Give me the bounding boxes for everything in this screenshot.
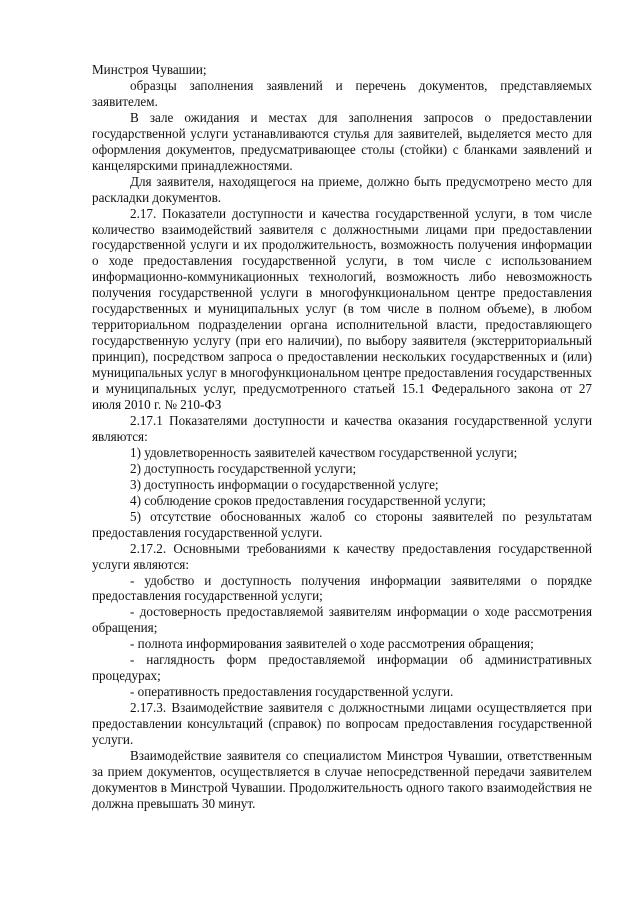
list-item-4: 4) соблюдение сроков предоставления государственной услуги;: [130, 492, 486, 508]
paragraph-section-2-17-1: 2.17.1 Показателями доступности и качества оказания государственной услуги являются:: [92, 412, 592, 444]
paragraph-waiting-hall: В зале ожидания и местах для заполнения запросов о предоставлении государственной услуги устанавливаются стулья для заявителей, выделяется место для оформления документов, предусматривающее столы (стойки) с бланками заявлений и канцелярскими принадлежностями.: [92, 109, 592, 173]
bullet-item-convenience: - удобство и доступность получения информации заявителями о порядке предоставления государственной услуги;: [92, 572, 592, 604]
paragraph-sample-forms: образцы заполнения заявлений и перечень документов, представляемых заявителем.: [92, 77, 592, 109]
paragraph-reception-place: Для заявителя, находящегося на приеме, должно быть предусмотрено место для раскладки документов.: [92, 173, 592, 205]
paragraph-continuation: Минстроя Чувашии;: [92, 62, 207, 77]
bullet-item-clarity: - наглядность форм предоставляемой информации об административных процедурах;: [92, 652, 592, 684]
bullet-item-efficiency: - оперативность предоставления государственной услуги.: [130, 684, 454, 700]
document-body: [92, 62, 592, 812]
list-item-2: 2) доступность государственной услуги;: [130, 460, 357, 476]
bullet-item-reliability: - достоверность предоставляемой заявителям информации о ходе рассмотрения обращения;: [92, 604, 592, 636]
paragraph-interaction-specialist: Взаимодействие заявителя со специалистом Минстроя Чувашии, ответственным за прием документов, осуществляется в случае непосредственной передачи заявителем документов в Минстрой Чувашии. Продолжительность одного такого взаимодействия не должна превышать 30 минут.: [92, 747, 592, 811]
list-item-1: 1) удовлетворенность заявителей качеством государственной услуги;: [130, 444, 518, 460]
bullet-item-completeness: - полнота информирования заявителей о ходе рассмотрения обращения;: [130, 636, 534, 652]
paragraph-section-2-17-3: 2.17.3. Взаимодействие заявителя с должностными лицами осуществляется при предоставлении консультаций (справок) по вопросам предоставления государственной услуги.: [92, 700, 592, 748]
paragraph-section-2-17: 2.17. Показатели доступности и качества государственной услуги, в том числе количество взаимодействий заявителя с должностными лицами при предоставлении государственной услуги и их продолжительность, возможность получения информации о ходе предоставления государственной услуги, в том числе с использованием информационно-коммуникационных технологий, возможность либо невозможность получения государственной услуги в многофункциональном центре предоставления государственных и муниципальных услуг (в том числе в полном объеме), в любом территориальном подразделении органа исполнительной власти, предоставляющего государственную услугу (при его наличии), по выбору заявителя (экстерриториальный принцип), посредством запроса о предоставлении нескольких государственных и (или) муниципальных услуг в многофункциональном центре предоставления государственных и муниципальных услуг, предусмотренного статьей 15.1 Федерального закона от 27 июля 2010 г. № 210-ФЗ: [92, 205, 592, 413]
list-item-3: 3) доступность информации о государственной услуге;: [130, 476, 439, 492]
list-item-5: 5) отсутствие обоснованных жалоб со стороны заявителей по результатам предоставления государственной услуги.: [92, 508, 592, 540]
paragraph-section-2-17-2: 2.17.2. Основными требованиями к качеству предоставления государственной услуги являются:: [92, 540, 592, 572]
